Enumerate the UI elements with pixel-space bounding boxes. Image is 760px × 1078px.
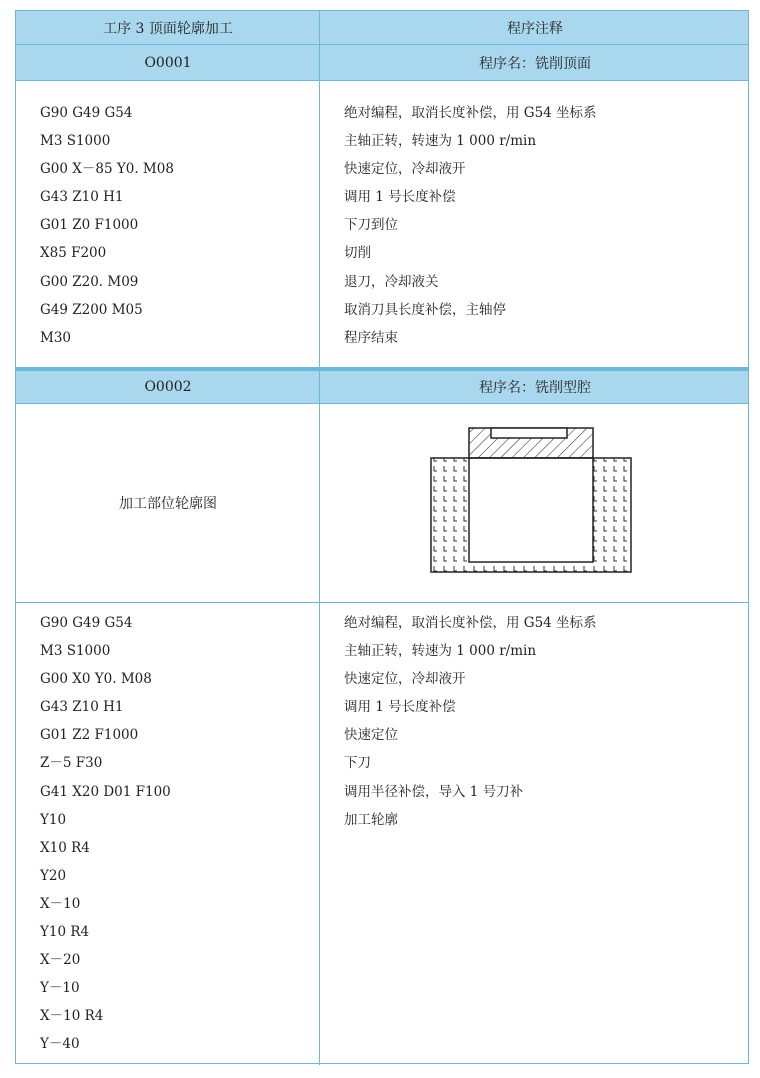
section2-header (16, 367, 748, 404)
section2-program-name: 程序名：铣削型腔 (479, 380, 591, 396)
code-line: Y－10 (40, 980, 80, 997)
comment-line: 快速定位 (344, 727, 398, 744)
code-line: G90 G49 G54 (40, 615, 133, 631)
section1-program-name: 程序名：铣削顶面 (479, 55, 591, 72)
code-line: X10 R4 (40, 839, 90, 856)
comment-line: 加工轮廓 (344, 811, 398, 828)
header-process: 工序 3 顶面轮廓加工 (103, 20, 233, 37)
section2-program: O0002 (144, 379, 192, 395)
code-line: G00 X0 Y0. M08 (40, 671, 152, 688)
comment-line: 主轴正转，转速为 1 000 r/min (344, 643, 537, 660)
comment-line: 快速定位，冷却液开 (344, 161, 466, 178)
cavity (469, 458, 593, 562)
code-line: M30 (40, 329, 72, 346)
code-line: Z－5 F30 (40, 755, 103, 772)
section1-body (16, 81, 748, 367)
code-line: X85 F200 (40, 245, 107, 262)
code-line: X－10 R4 (40, 1008, 104, 1025)
section1-comment-list (344, 99, 597, 352)
code-line: Y10 (40, 811, 67, 828)
code-line: Y20 (40, 867, 67, 884)
section1-header (16, 45, 748, 81)
code-line: Y－40 (40, 1036, 80, 1053)
section2-diagram-row (16, 404, 748, 602)
code-line: Y10 R4 (40, 924, 90, 941)
cutter-slot (491, 428, 567, 438)
code-line: G01 Z2 F1000 (40, 727, 139, 744)
comment-line: 取消刀具长度补偿，主轴停 (344, 301, 506, 318)
comment-line: 下刀到位 (344, 217, 398, 234)
code-line: X－20 (40, 952, 81, 969)
comment-line: 程序结束 (344, 329, 398, 346)
comment-line: 绝对编程，取消长度补偿，用 G54 坐标系 (344, 105, 597, 121)
diagram-label: 加工部位轮廓图 (119, 496, 217, 512)
table-header (16, 11, 748, 45)
code-line: G00 X－85 Y0. M08 (40, 161, 174, 178)
code-line: G90 G49 G54 (40, 105, 133, 121)
section1-program: O0001 (144, 54, 192, 71)
code-line: X－10 (40, 895, 81, 912)
code-line: M3 S1000 (40, 133, 111, 150)
comment-line: 下刀 (344, 755, 371, 772)
comment-line: 绝对编程，取消长度补偿，用 G54 坐标系 (344, 615, 597, 631)
code-line: G41 X20 D01 F100 (40, 783, 171, 800)
section2-comment-list (344, 609, 597, 834)
comment-line: 切削 (344, 245, 371, 262)
comment-line: 调用半径补偿，导入 1 号刀补 (344, 783, 524, 800)
code-line: G00 Z20. M09 (40, 273, 139, 290)
header-comments: 程序注释 (507, 20, 563, 37)
code-line: M3 S1000 (40, 643, 111, 660)
comment-line: 主轴正转，转速为 1 000 r/min (344, 133, 537, 150)
section1-code-list (40, 99, 174, 352)
section2-code-list (40, 609, 171, 1059)
section2-body (16, 602, 748, 1065)
code-line: G43 Z10 H1 (40, 699, 124, 716)
comment-line: 调用 1 号长度补偿 (344, 189, 456, 206)
comment-line: 快速定位，冷却液开 (344, 671, 466, 688)
program-table (15, 10, 749, 1064)
code-line: G01 Z0 F1000 (40, 217, 139, 234)
comment-line: 调用 1 号长度补偿 (344, 699, 456, 716)
cavity-profile-diagram (421, 424, 637, 576)
code-line: G49 Z200 M05 (40, 301, 143, 318)
code-line: G43 Z10 H1 (40, 189, 124, 206)
comment-line: 退刀，冷却液关 (344, 273, 439, 290)
